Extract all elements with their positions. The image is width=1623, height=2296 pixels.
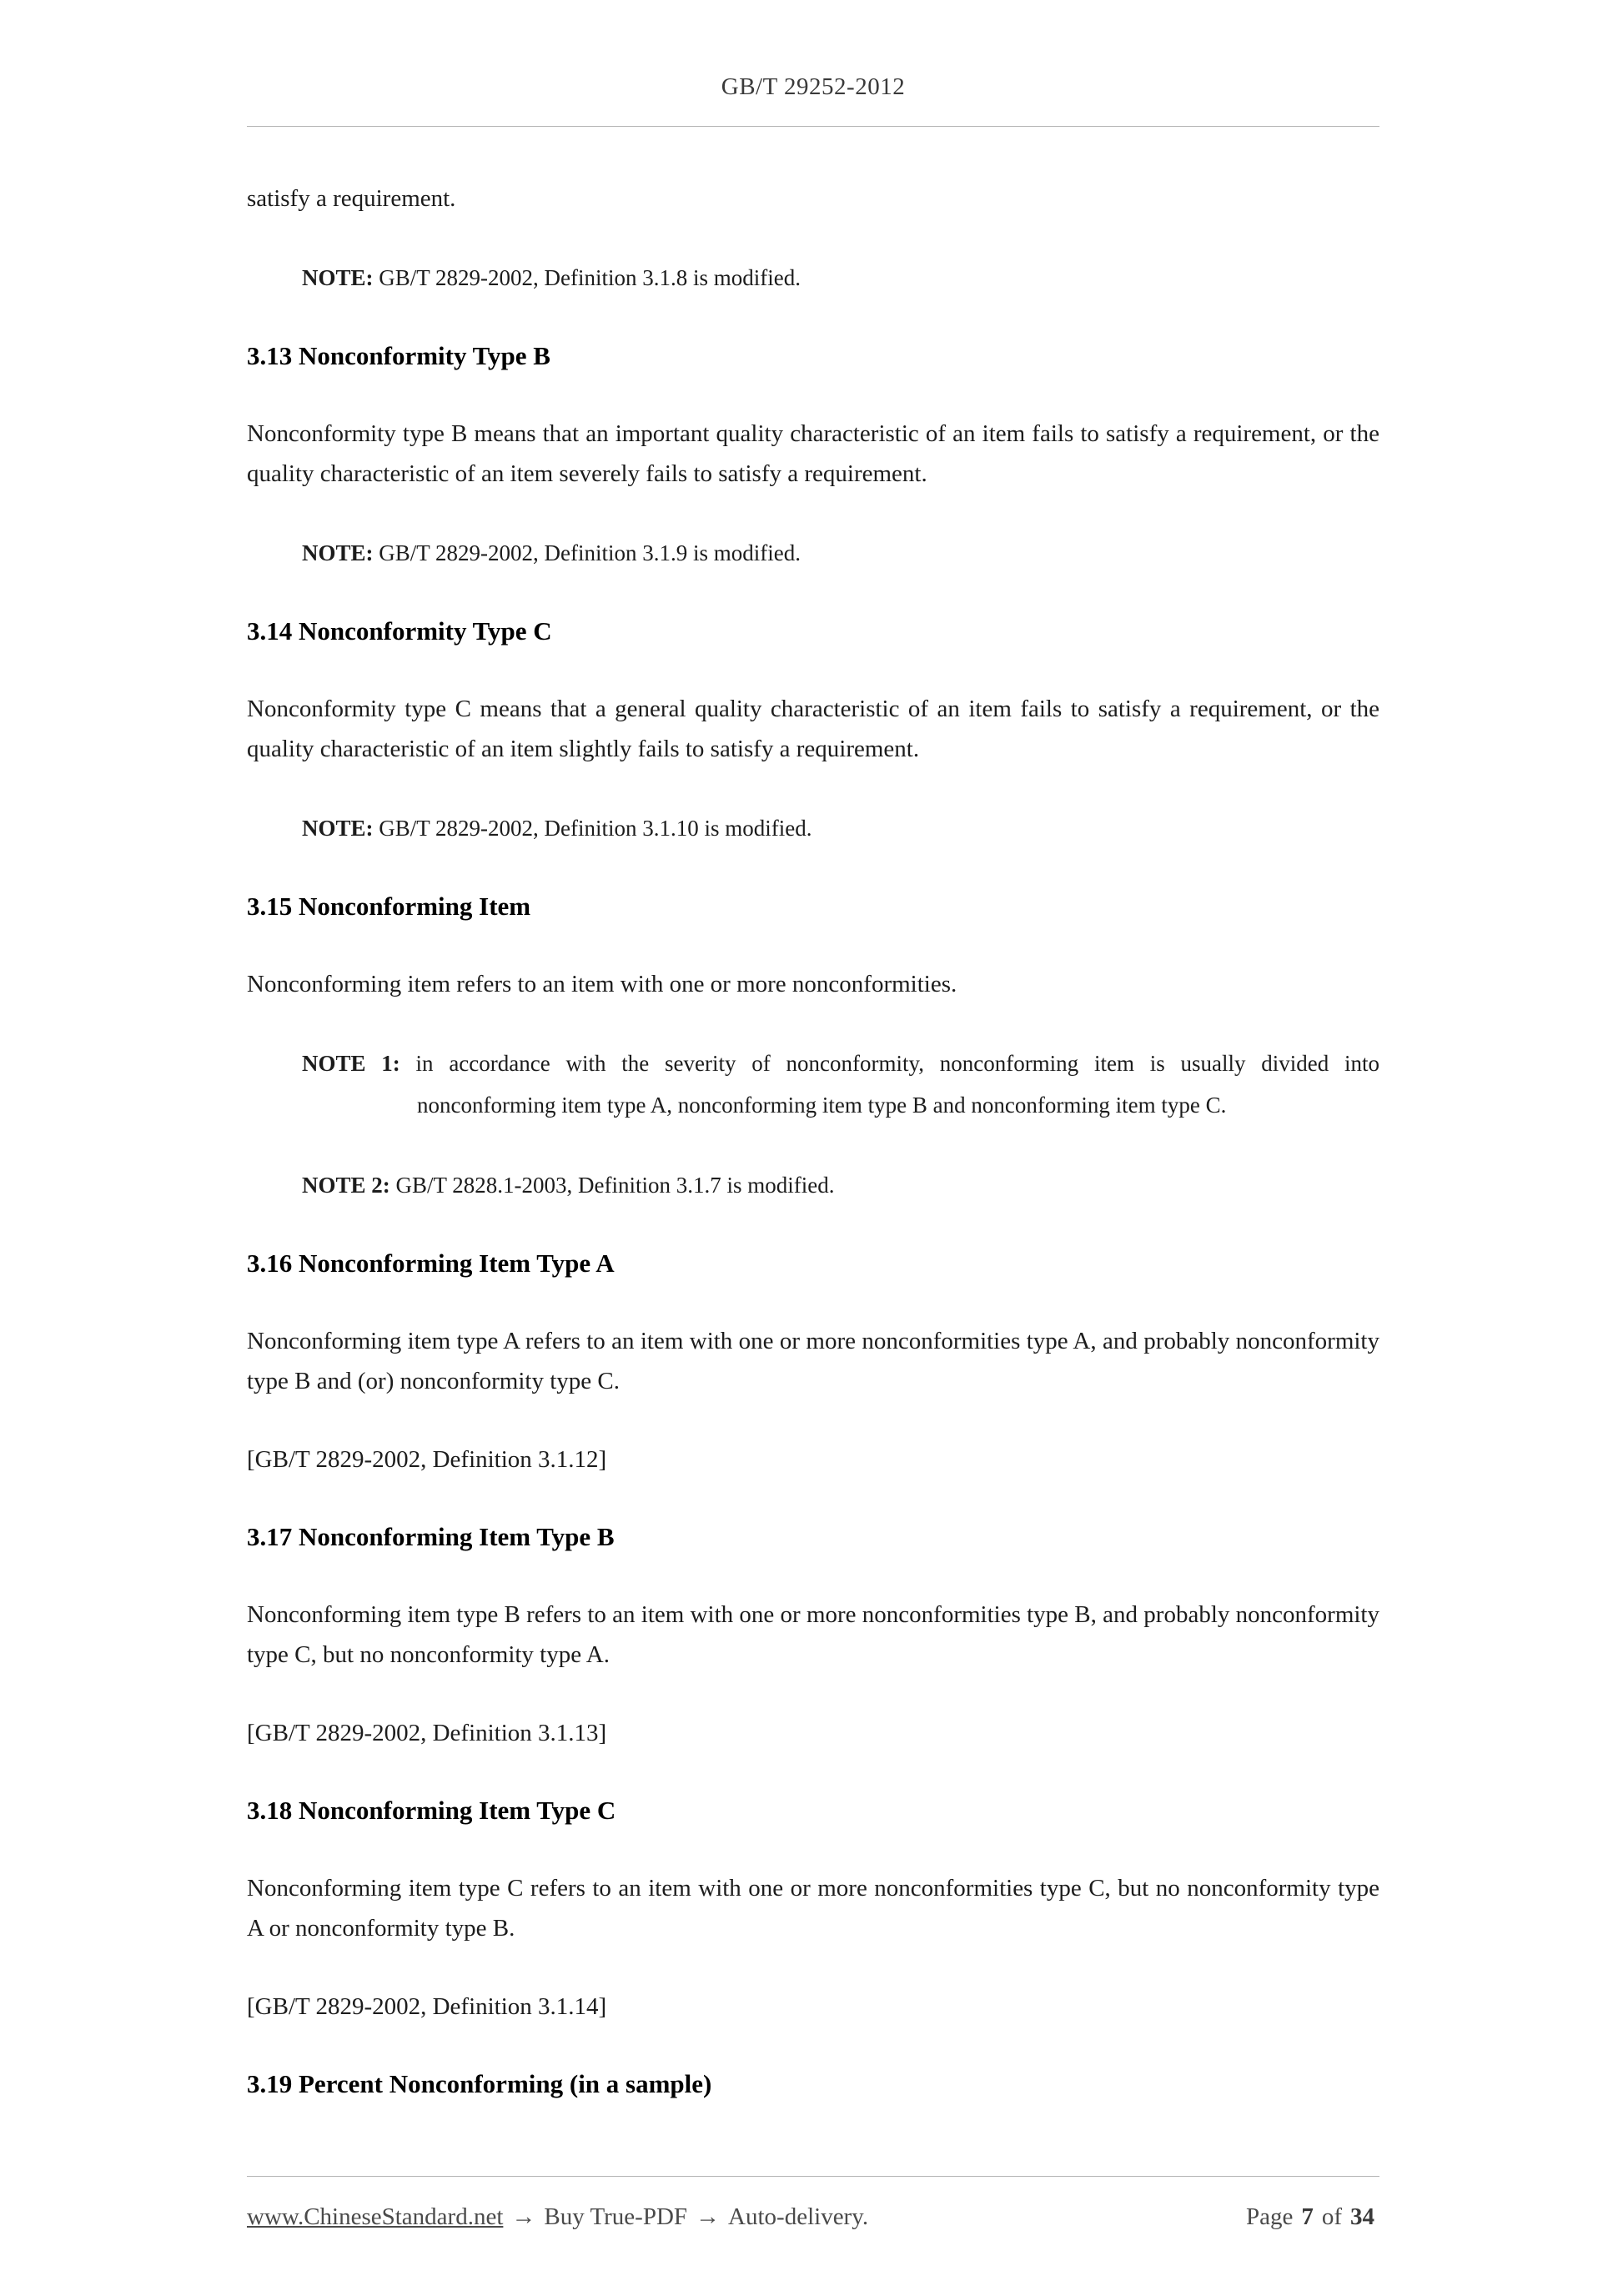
note-2-3-15 <box>302 1164 1379 1206</box>
note-3-13 <box>302 532 1379 574</box>
note-1-3-15 <box>302 1042 1379 1126</box>
section-heading-3-13: 3.13 Nonconformity Type B <box>247 341 550 370</box>
page-label: Page <box>1245 2203 1294 2230</box>
of-label: of <box>1321 2203 1342 2230</box>
note-text: GB/T 2829-2002, Definition 3.1.10 is modified. <box>373 816 812 841</box>
page-number: 7 <box>1301 2203 1314 2230</box>
section-heading-3-17: 3.17 Nonconforming Item Type B <box>247 1522 615 1551</box>
footer-source-line <box>247 2203 868 2231</box>
paragraph-3-15: Nonconforming item refers to an item with one or more nonconformities. <box>247 971 957 997</box>
paragraph-3-18: Nonconforming item type C refers to an item with one or more nonconformities type C, but no nonconformity type A or nonconformity type B. <box>247 1875 1379 1942</box>
note-text: GB/T 2828.1-2003, Definition 3.1.7 is modified. <box>389 1173 835 1198</box>
note-text: in accordance with the severity of nonconformity, nonconforming item is usually divided into nonconforming item type A, nonconforming item type B and nonconforming item type C. <box>399 1051 1379 1118</box>
paragraph-3-14: Nonconformity type C means that a general quality characteristic of an item fails to satisfy a requirement, or the quality characteristic of an item slightly fails to satisfy a requirement. <box>247 696 1379 762</box>
paragraph-3-13: Nonconformity type B means that an important quality characteristic of an item fails to satisfy a requirement, or the quality characteristic of an item severely fails to satisfy a requirement. <box>247 420 1379 487</box>
page-total: 34 <box>1350 2203 1374 2230</box>
reference-3-18: [GB/T 2829-2002, Definition 3.1.14] <box>247 1993 607 2020</box>
note-label: NOTE: <box>302 265 374 290</box>
paragraph-satisfy-requirement: satisfy a requirement. <box>247 185 456 212</box>
page-indicator <box>1243 2203 1379 2231</box>
reference-3-16: [GB/T 2829-2002, Definition 3.1.12] <box>247 1446 607 1473</box>
site-link[interactable]: www.ChineseStandard.net <box>247 2203 504 2230</box>
section-heading-3-16: 3.16 Nonconforming Item Type A <box>247 1248 615 1278</box>
paragraph-3-16: Nonconforming item type A refers to an item with one or more nonconformities type A, and probably nonconformity type B and (or) nonconformity type C. <box>247 1328 1379 1394</box>
note-label: NOTE: <box>302 540 374 565</box>
note-label: NOTE: <box>302 816 374 841</box>
page-footer <box>247 2176 1379 2231</box>
paragraph-3-17: Nonconforming item type B refers to an item with one or more nonconformities type B, and probably nonconformity type C, but no nonconformity type A. <box>247 1601 1379 1668</box>
note-text: GB/T 2829-2002, Definition 3.1.9 is modified. <box>373 540 801 565</box>
section-heading-3-15: 3.15 Nonconforming Item <box>247 892 531 921</box>
document-content <box>247 178 1379 2142</box>
section-heading-3-14: 3.14 Nonconformity Type C <box>247 616 552 646</box>
note-3-14 <box>302 807 1379 849</box>
note-text: GB/T 2829-2002, Definition 3.1.8 is modified. <box>373 265 801 290</box>
note-3-12 <box>302 257 1379 299</box>
arrow-right-icon: → <box>511 2203 536 2230</box>
note-label: NOTE 2: <box>302 1173 390 1198</box>
footer-buy-text: Buy True-PDF <box>544 2203 688 2230</box>
arrow-right-icon: → <box>696 2203 721 2230</box>
page-header <box>247 73 1379 127</box>
section-heading-3-19: 3.19 Percent Nonconforming (in a sample) <box>247 2069 712 2098</box>
section-heading-3-18: 3.18 Nonconforming Item Type C <box>247 1796 616 1825</box>
reference-3-17: [GB/T 2829-2002, Definition 3.1.13] <box>247 1720 607 1746</box>
document-code: GB/T 29252-2012 <box>247 73 1379 127</box>
note-label: NOTE 1: <box>302 1051 400 1076</box>
footer-delivery-text: Auto-delivery. <box>728 2203 869 2230</box>
